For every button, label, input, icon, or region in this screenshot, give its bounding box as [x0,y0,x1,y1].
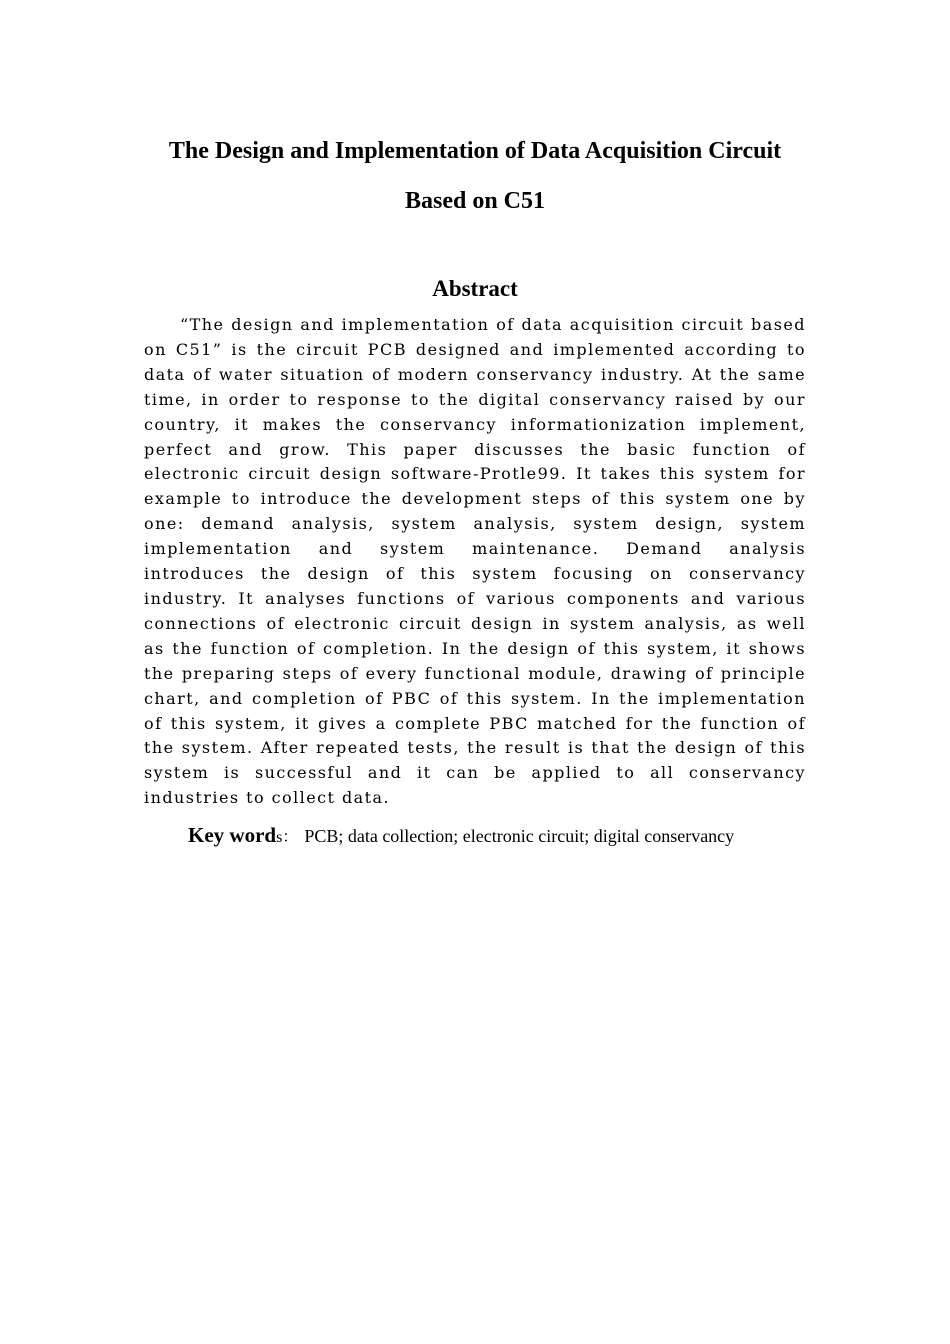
keywords-label [188,823,298,847]
keywords-line [188,823,888,848]
abstract-body: “The design and implementation of data acquisition circuit based on C51” is the circuit PCB designed and implemented according to data of water situation of modern conservancy industry. At the same time, in order to response to the digital conservancy raised by our country, it makes the conservancy informationization implement, perfect and grow. This paper discusses the basic function of electronic circuit design software-Protle99. It takes this system for example to introduce the development steps of this system one by one: demand analysis, system analysis, system design, system implementation and system maintenance. Demand analysis introduces the design of this system focusing on conservancy industry. It analyses functions of various components and various connections of electronic circuit design in system analysis, as well as the function of completion. In the design of this system, it shows the preparing steps of every functional module, drawing of principle chart, and completion of PBC of this system. In the implementation of this system, it gives a complete PBC matched for the function of the system. After repeated tests, the result is that the design of this system is successful and it can be applied to all conservancy industries to collect data. [144,315,806,808]
paper-title-line-2: Based on C51 [404,188,546,214]
keywords-text: PCB; data collection; electronic circuit; digital conservancy [304,826,735,846]
keywords-label-main: Key word [188,823,277,847]
paper-title-line-1: The Design and Implementation of Data Acquisition Circuit [168,138,782,164]
abstract-heading: Abstract [432,276,518,301]
keywords-label-suffix: s： [276,829,299,846]
